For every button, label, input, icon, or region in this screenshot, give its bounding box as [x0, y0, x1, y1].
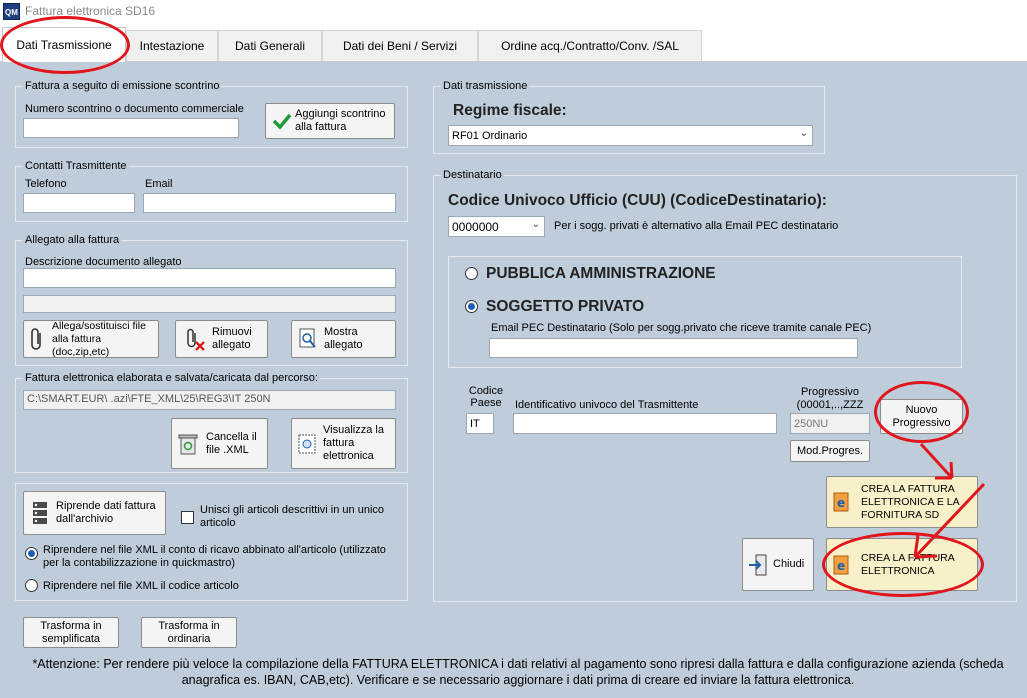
mod-progressivo-button[interactable]: Mod.Progres. [790, 440, 870, 462]
soggetto-privato-label: SOGGETTO PRIVATO [486, 298, 645, 315]
tab-dati-generali[interactable]: Dati Generali [218, 30, 322, 61]
allegato-file-field [23, 295, 396, 313]
radio-codice-articolo-label: Riprendere nel file XML il codice articolo [43, 580, 239, 592]
xml-path-field: C:\SMART.EUR\ .azi\FTE_XML\25\REG3\IT 250N [23, 390, 396, 410]
paperclip-icon [28, 327, 46, 351]
cuu-hint: Per i sogg. privati è alternativo alla Email PEC destinatario [554, 220, 839, 232]
descr-allegato-label: Descrizione documento allegato [25, 256, 182, 268]
chevron-down-icon: ⌄ [799, 128, 808, 139]
chevron-down-icon: ⌄ [531, 219, 540, 230]
merge-articles-checkbox[interactable] [181, 511, 194, 524]
progressivo-label: Progressivo (00001,..,ZZZ [796, 386, 864, 411]
ordinaria-button[interactable]: Trasforma in ordinaria [141, 617, 237, 648]
progressivo-input: 250NU [790, 413, 870, 434]
pec-input[interactable] [489, 338, 858, 358]
codice-paese-label: Codice Paese [468, 385, 504, 409]
tab-ordine-acquisto[interactable]: Ordine acq./Contratto/Conv. /SAL [478, 30, 702, 61]
nuovo-progressivo-button[interactable]: Nuovo Progressivo [880, 399, 963, 434]
footer-note: *Attenzione: Per rendere più veloce la compilazione della FATTURA ELETTRONICA i dati relativi al pagamento sono ripresi dalla fattura e dalla configurazione azienda (scheda anagrafica es. IBAN, CAB,etc). Verificare e se necessario aggiornare i dati prima di creare ed inviare la fattura elettronica. [32, 657, 1004, 687]
email-input[interactable] [143, 193, 396, 213]
delete-xml-button[interactable]: Cancella il file .XML [171, 418, 268, 469]
chiudi-button[interactable]: Chiudi [742, 538, 814, 591]
id-trasmittente-input[interactable] [513, 413, 777, 434]
regime-fiscale-select[interactable]: RF01 Ordinario ⌄ [448, 125, 813, 146]
pec-label: Email PEC Destinatario (Solo per sogg.privato che riceve tramite canale PEC) [491, 322, 872, 334]
regime-fiscale-label: Regime fiscale: [453, 102, 567, 119]
allegato-group-label: Allegato alla fattura [25, 234, 120, 246]
destinatario-group-label: Destinatario [443, 169, 502, 181]
radio-conto-ricavo-label: Riprendere nel file XML il conto di ricavo abbinato all'articolo (utilizzato per la contabilizzazione in quickmastro) [43, 544, 386, 569]
view-invoice-icon [297, 433, 317, 455]
app-icon: QM [3, 3, 20, 20]
svg-text:e: e [837, 558, 846, 573]
exit-door-icon [748, 554, 768, 576]
radio-codice-articolo[interactable] [25, 579, 38, 592]
invoice-e-icon [833, 490, 853, 514]
descr-allegato-input[interactable] [23, 268, 396, 288]
checkmark-icon [272, 112, 292, 130]
window-title: Fattura elettronica SD16 [25, 4, 156, 18]
show-attachment-button[interactable]: Mostra allegato [291, 320, 396, 358]
crea-fattura-button[interactable]: e CREA LA FATTURA ELETTRONICA [826, 538, 978, 591]
tab-dati-beni-servizi[interactable]: Dati dei Beni / Servizi [322, 30, 478, 61]
scontrino-group-label: Fattura a seguito di emissione scontrino [25, 80, 220, 92]
radio-soggetto-privato[interactable] [465, 300, 478, 313]
percorso-group-label: Fattura elettronica elaborata e salvata/caricata dal percorso: [25, 372, 318, 384]
trasmissione-group-label: Dati trasmissione [443, 80, 528, 92]
cuu-label: Codice Univoco Ufficio (CUU) (CodiceDestinatario): [448, 192, 827, 209]
add-scontrino-button[interactable]: Aggiungi scontrino alla fattura [265, 103, 395, 139]
attach-file-button[interactable]: Allega/sostituisci file alla fattura (doc,zip,etc) [23, 320, 159, 358]
view-document-icon [298, 328, 318, 350]
id-trasmittente-label: Identificativo univoco del Trasmittente [515, 399, 699, 411]
database-icon [32, 501, 48, 525]
telefono-input[interactable] [23, 193, 135, 213]
pubblica-amministrazione-label: PUBBLICA AMMINISTRAZIONE [486, 265, 716, 282]
remove-attachment-icon [184, 327, 206, 351]
crea-fattura-sd-button[interactable]: e CREA LA FATTURA ELETTRONICA E LA FORNITURA SD [826, 476, 978, 528]
semplificata-button[interactable]: Trasforma in semplificata [23, 617, 119, 648]
reload-archive-button[interactable]: Riprende dati fattura dall'archivio [23, 491, 166, 535]
annotation-circle-tab [0, 16, 130, 74]
tab-dati-trasmissione[interactable]: Dati Trasmissione [2, 27, 126, 62]
tab-intestazione[interactable]: Intestazione [126, 30, 218, 61]
radio-pubblica-amministrazione[interactable] [465, 267, 478, 280]
scontrino-field-label: Numero scontrino o documento commerciale [25, 103, 244, 115]
remove-attachment-button[interactable]: Rimuovi allegato [175, 320, 268, 358]
view-invoice-button[interactable]: Visualizza la fattura elettronica [291, 418, 396, 469]
svg-text:e: e [837, 496, 846, 510]
radio-conto-ricavo[interactable] [25, 547, 38, 560]
telefono-label: Telefono [25, 178, 67, 190]
cuu-select[interactable]: 0000000 ⌄ [448, 216, 545, 237]
scontrino-input[interactable] [23, 118, 239, 138]
trash-icon [178, 432, 198, 456]
codice-paese-input[interactable]: IT [466, 413, 494, 434]
merge-articles-label: Unisci gli articoli descrittivi in un unico articolo [200, 504, 385, 529]
annotation-circle-progressivo [874, 381, 969, 443]
annotation-circle-crea [822, 532, 984, 597]
contatti-group-label: Contatti Trasmittente [25, 160, 127, 172]
email-label: Email [145, 178, 173, 190]
